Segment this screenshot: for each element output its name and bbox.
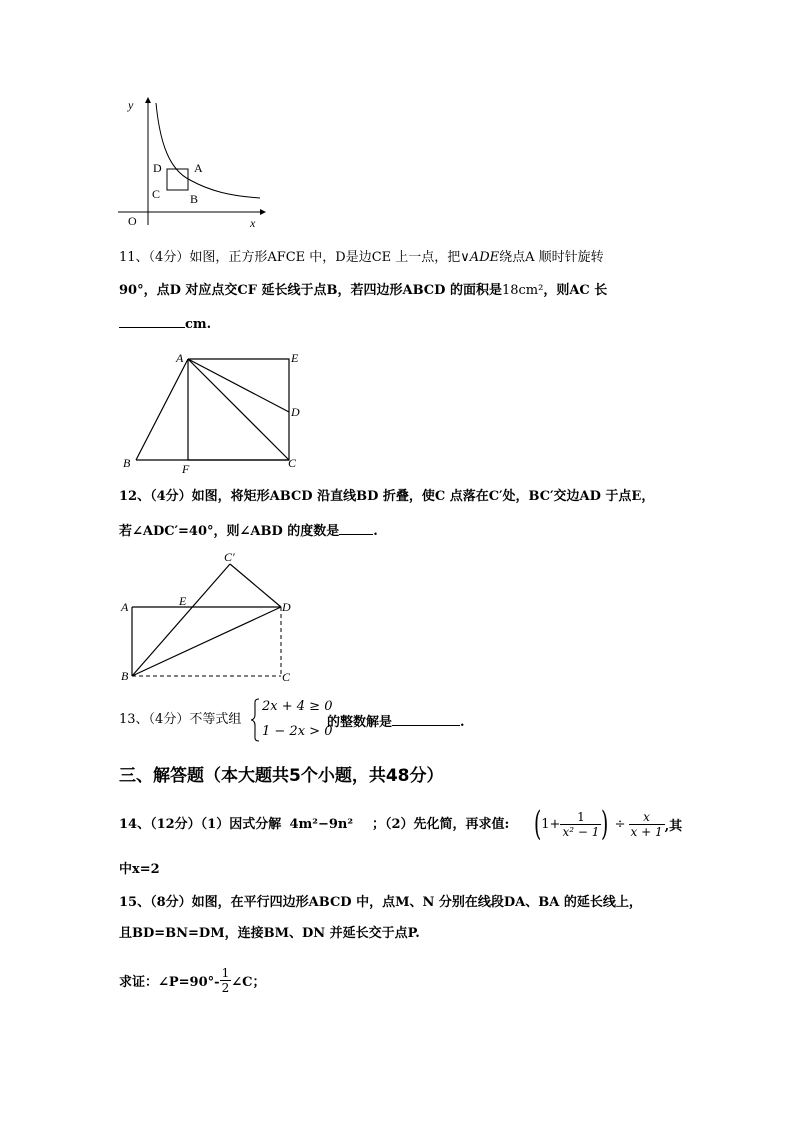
q14-fraction-1 [560,810,601,839]
y-axis-arrow-icon [145,97,151,103]
point-cprime-label: C′ [224,550,235,564]
segment-cpd [230,564,281,607]
q12-answer-blank[interactable] [339,521,373,535]
q11-unit: cm. [185,317,212,332]
q13-suffix-line [327,712,465,731]
x-label: x [250,216,256,230]
point-e-label: E [291,351,299,365]
segment-ac [188,359,289,460]
point-c-label: C [152,187,161,201]
q13-suffix: 的整数解是 [327,715,393,730]
q13-end: . [460,715,465,730]
q14-fraction-2-num: x [629,810,665,825]
q15-prove-prefix: 求证：∠P=90°- [119,974,220,990]
point-a-label: A [194,161,203,175]
q14-expr: 4m²−9n² [289,817,354,832]
q14-line1 [119,817,353,833]
q15-half-fraction [220,966,232,995]
point-d-label: D [153,161,162,175]
q11-line3 [119,314,211,333]
point-b-label: B [121,669,129,683]
section-3-title: 三、解答题（本大题共5个小题，共48分） [119,766,444,786]
q14-tail: ,其 [664,818,683,834]
q11-line1 [119,250,604,266]
origin-label: O [128,214,137,228]
q15-prove-suffix: ∠C； [231,974,266,990]
x-axis-arrow-icon [260,209,266,215]
q13-prefix: 13、（4分）不等式组 [119,712,242,727]
q11-line2-b: ，则AC 长 [543,283,608,298]
q13-inequality-1: 2x + 4 ≥ 0 [262,699,333,714]
q13-inequality-2: 1 − 2x > 0 [262,724,333,739]
q12-line1: 12、（4分）如图，将矩形ABCD 沿直线BD 折叠，使C 点落在C′处，BC′交边AD 于点E， [119,489,655,504]
q15-prove-line [119,962,265,998]
q15-line2: 且BD=BN=DM，连接BM、DN 并延长交于点P. [119,926,420,941]
segment-ad [188,359,289,412]
hyperbola-figure [110,95,270,235]
y-label: y [128,98,134,112]
point-d-label: D [282,600,291,614]
q15-half-num: 1 [221,965,230,980]
point-a-label: A [121,600,129,614]
q14-fraction-2-den: x + 1 [630,824,663,839]
q14-line2: 中x=2 [119,862,160,877]
q12-line2 [119,521,378,540]
right-paren-icon: ) [601,804,609,844]
q14-one-plus: 1+ [541,816,561,832]
q14-expression [531,801,682,847]
q11-prefix: 11、（4分）如图，正方形AFCE 中，D是边CE 上一点，把 [119,250,461,265]
segment-bcp [132,564,230,676]
q12-end: . [373,524,378,539]
hyperbola-curve [156,103,260,198]
point-c-label: C [282,670,291,684]
point-d-label: D [291,405,300,419]
q14-fraction-1-den: x² − 1 [562,824,600,839]
q11-area: 18cm² [501,283,544,298]
q14-prefix: 14、（12分）（1）因式分解 [119,817,282,832]
q11-line2 [119,283,607,299]
q11-line2-a: 90°，点D 对应点交CF 延长线于点B，若四边形ABCD 的面积是 [119,283,502,298]
segment-bd [132,607,281,676]
point-f-label: F [182,462,190,476]
q15-line1: 15、（8分）如图，在平行四边形ABCD 中，点M、N 分别在线段DA、BA 的延长线上， [119,895,642,910]
q15-half-den: 2 [221,980,230,995]
point-b-label: B [123,456,131,470]
brace-icon [250,698,260,742]
point-b-label: B [190,192,199,206]
point-e-label: E [179,594,187,608]
square-afce-figure [118,350,318,478]
q11-triangle: ∨ADE [460,250,500,265]
square-abcd [167,169,188,190]
q14-divide: ÷ [614,816,626,832]
q11-suffix: 绕点A 顺时针旋转 [499,250,604,265]
q13-answer-blank[interactable] [392,712,460,726]
left-paren-icon: ( [533,804,542,844]
q14-fraction-1-num: 1 [560,810,601,825]
q12-line2-text: 若∠ADC′=40°，则∠ABD 的度数是 [119,524,340,539]
point-c-label: C [288,456,297,470]
q14-part2: ；（2）先化简，再求值: [372,817,510,832]
segment-ab [136,359,188,460]
q11-answer-blank[interactable] [119,314,185,328]
point-a-label: A [176,351,184,365]
fold-rectangle-figure [118,548,308,684]
q14-fraction-2 [629,810,665,839]
